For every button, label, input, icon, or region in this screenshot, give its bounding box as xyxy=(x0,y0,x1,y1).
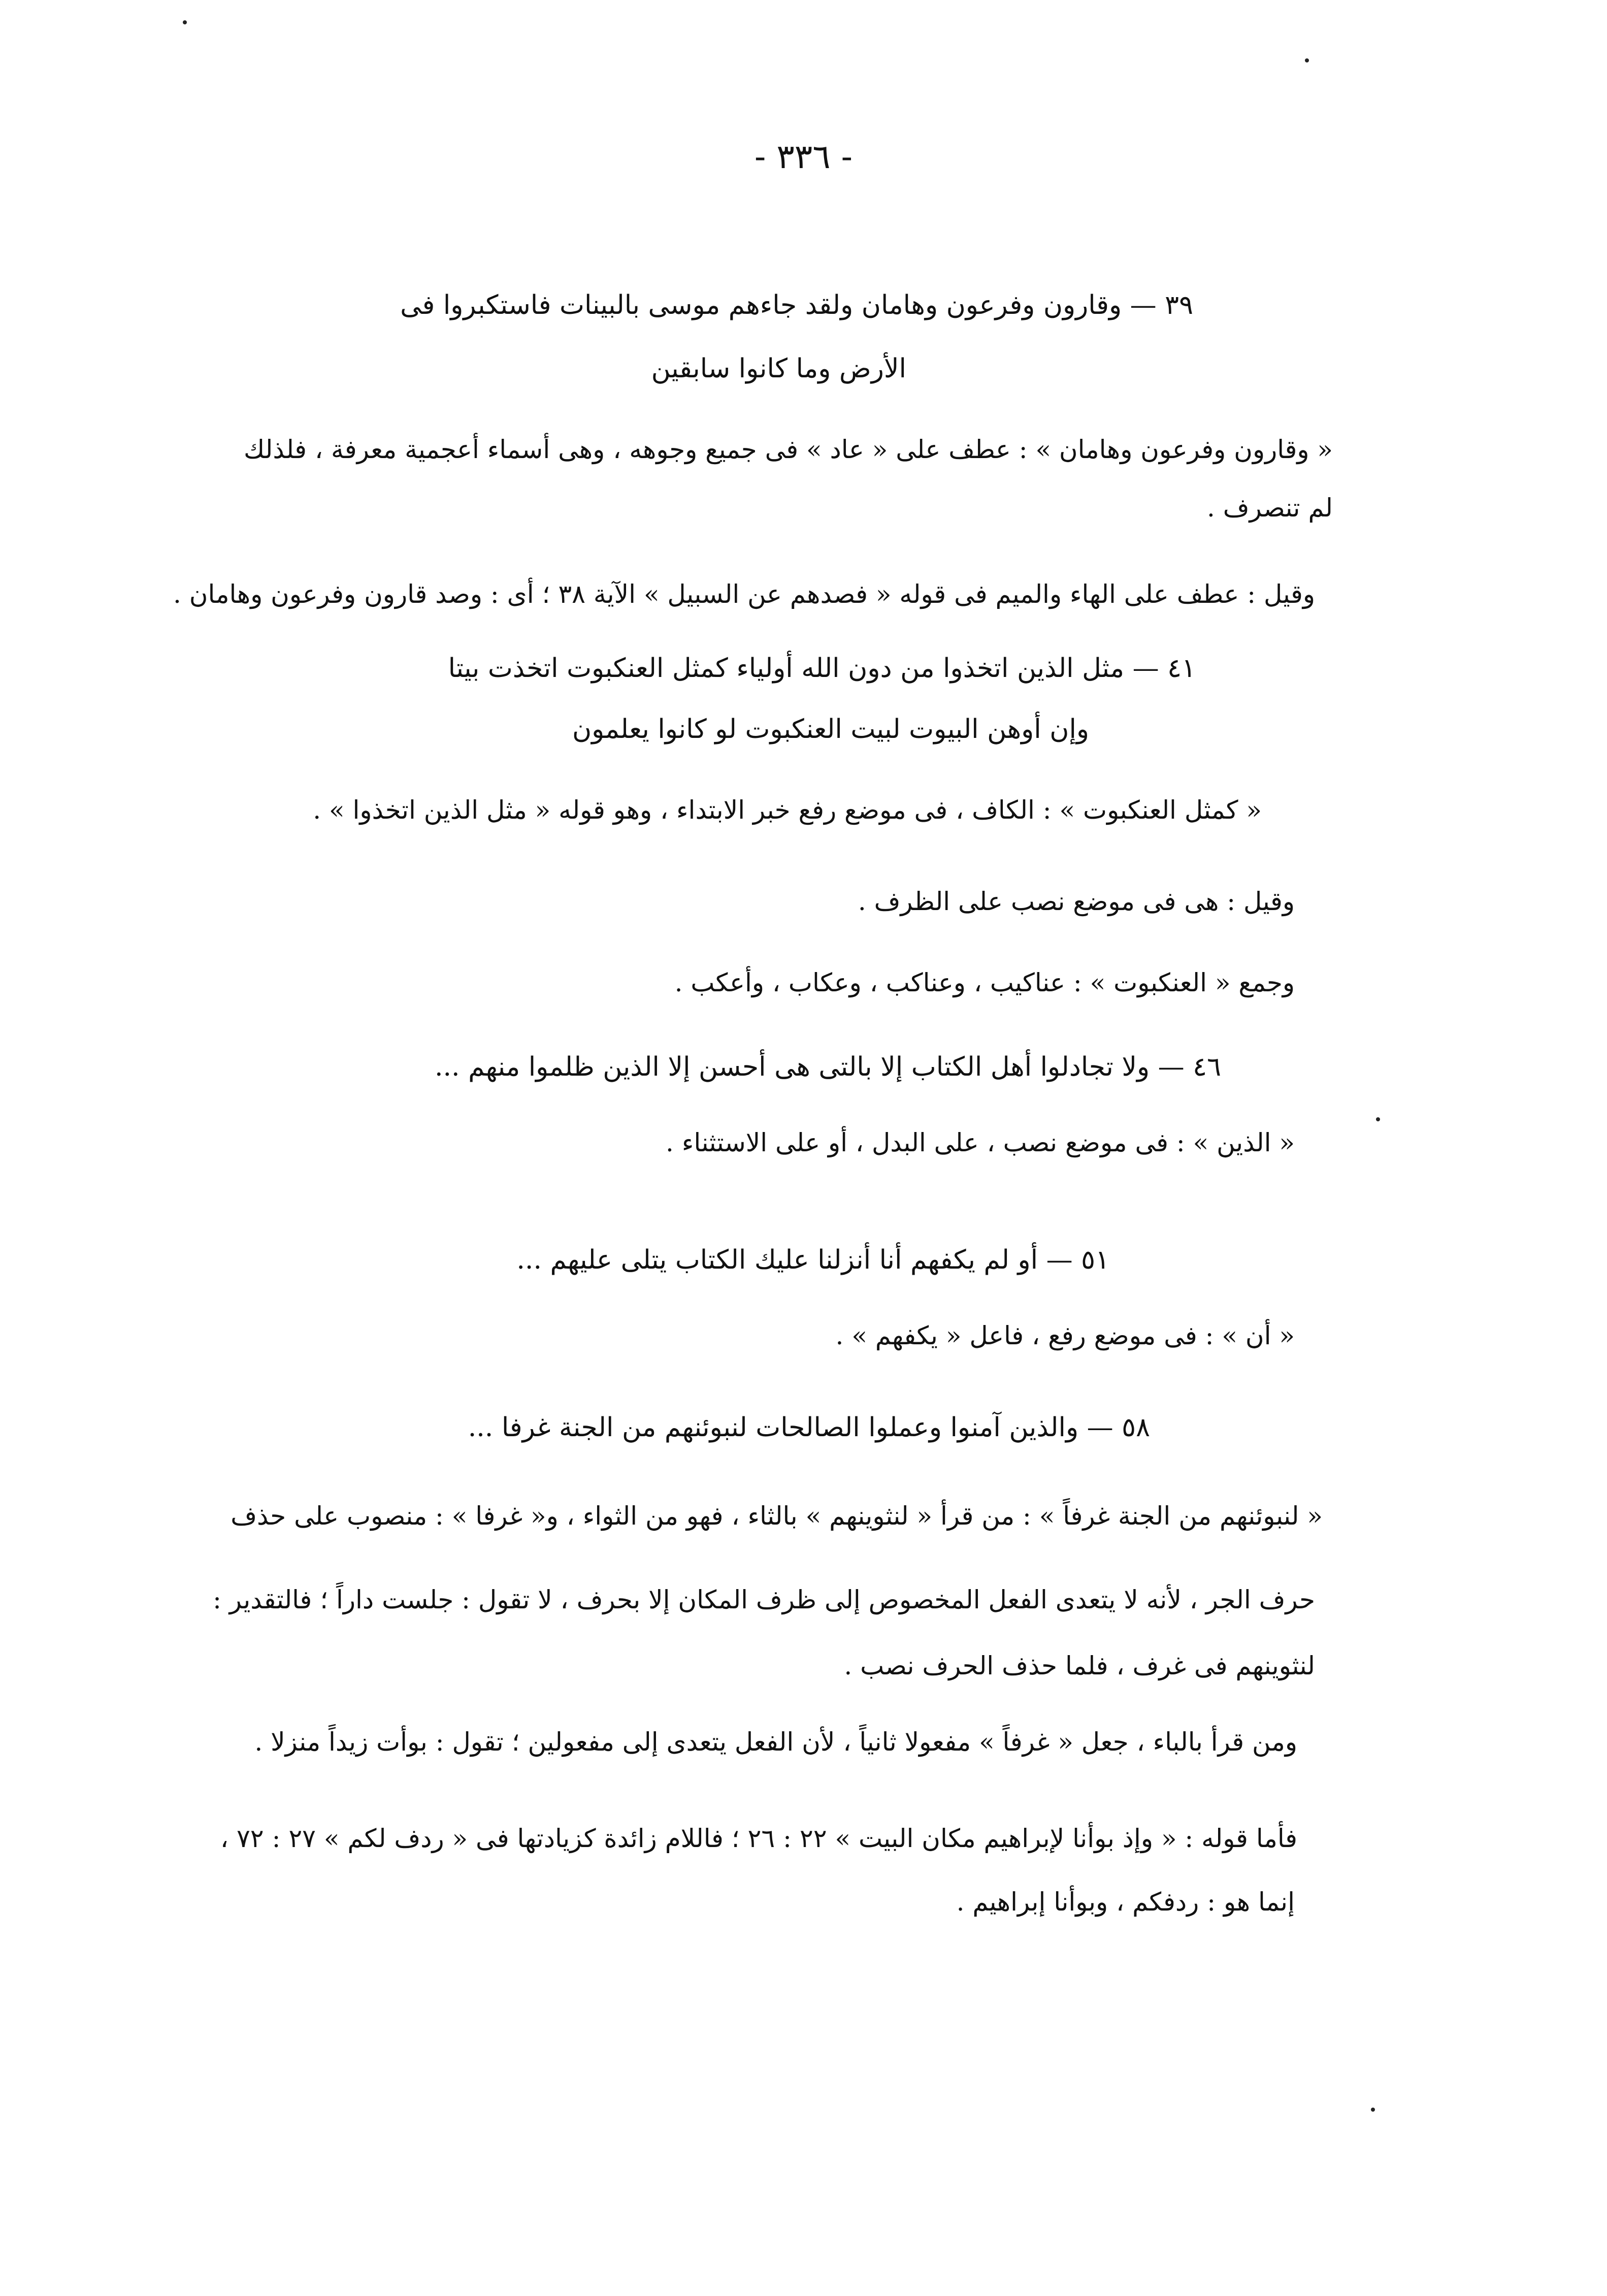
commentary-41-line-1: « كمثل العنكبوت » : الكاف ، فى موضع رفع خبر الابتداء ، وهو قوله « مثل الذين اتخذوا » . xyxy=(313,795,1262,825)
verse-46: ٤٦ — ولا تجادلوا أهل الكتاب إلا بالتى هى أحسن إلا الذين ظلموا منهم ... xyxy=(434,1052,1221,1082)
commentary-58-line-2: حرف الجر ، لأنه لا يتعدى الفعل المخصوص إلى ظرف المكان إلا بحرف ، لا تقول : جلست داراً ؛ فالتقدير : xyxy=(213,1585,1315,1614)
commentary-41-line-2: وقيل : هى فى موضع نصب على الظرف . xyxy=(858,887,1295,916)
verse-51: ٥١ — أو لم يكفهم أنا أنزلنا عليك الكتاب يتلى عليهم ... xyxy=(516,1245,1109,1275)
commentary-58-line-3: لنثوينهم فى غرف ، فلما حذف الحرف نصب . xyxy=(844,1651,1315,1680)
commentary-58-line-5: فأما قوله : « وإذ بوأنا لإبراهيم مكان البيت » ٢٢ : ٢٦ ؛ فاللام زائدة كزيادتها فى « ردف لكم » ٢٧ : ٧٢ ، xyxy=(220,1824,1297,1853)
verse-58: ٥٨ — والذين آمنوا وعملوا الصالحات لنبوئنهم من الجنة غرفا ... xyxy=(468,1412,1150,1443)
scan-speck xyxy=(1371,2108,1375,2112)
scan-speck xyxy=(1376,1117,1380,1121)
commentary-51: « أن » : فى موضع رفع ، فاعل « يكفهم » . xyxy=(835,1321,1295,1350)
scan-speck xyxy=(1305,58,1309,62)
commentary-58-line-6: إنما هو : ردفكم ، وبوأنا إبراهيم . xyxy=(956,1887,1295,1917)
commentary-39-line-1: « وقارون وفرعون وهامان » : عطف على « عاد » فى جميع وجوهه ، وهى أسماء أعجمية معرفة ، فلذلك xyxy=(244,435,1333,464)
verse-41-line-1: ٤١ — مثل الذين اتخذوا من دون الله أولياء كمثل العنكبوت اتخذت بيتا xyxy=(448,653,1196,684)
commentary-46: « الذين » : فى موضع نصب ، على البدل ، أو على الاستثناء . xyxy=(666,1128,1295,1157)
verse-39-line-2: الأرض وما كانوا سابقين xyxy=(651,353,906,384)
commentary-41-line-3: وجمع « العنكبوت » : عناكيب ، وعناكب ، وعكاب ، وأعكب . xyxy=(674,968,1295,997)
commentary-39-line-2: لم تنصرف . xyxy=(1207,493,1333,523)
verse-39-line-1: ٣٩ — وقارون وفرعون وهامان ولقد جاءهم موسى بالبينات فاستكبروا فى xyxy=(400,290,1193,320)
scan-speck xyxy=(183,20,187,24)
commentary-58-line-4: ومن قرأ بالباء ، جعل « غرفاً » مفعولا ثانياً ، لأن الفعل يتعدى إلى مفعولين ؛ تقول : بوأت زيداً منزلا . xyxy=(254,1727,1297,1757)
commentary-58-line-1: « لنبوئنهم من الجنة غرفاً » : من قرأ « لنثوينهم » بالثاء ، فهو من الثواء ، و« غرفا » : منصوب على حذف xyxy=(231,1501,1323,1531)
commentary-39-line-3: وقيل : عطف على الهاء والميم فى قوله « فصدهم عن السبيل » الآية ٣٨ ؛ أى : وصد قارون وفرعون وهامان . xyxy=(173,579,1315,609)
page-number: - ٣٣٦ - xyxy=(755,137,852,176)
verse-41-line-2: وإن أوهن البيوت لبيت العنكبوت لو كانوا يعلمون xyxy=(572,714,1089,745)
